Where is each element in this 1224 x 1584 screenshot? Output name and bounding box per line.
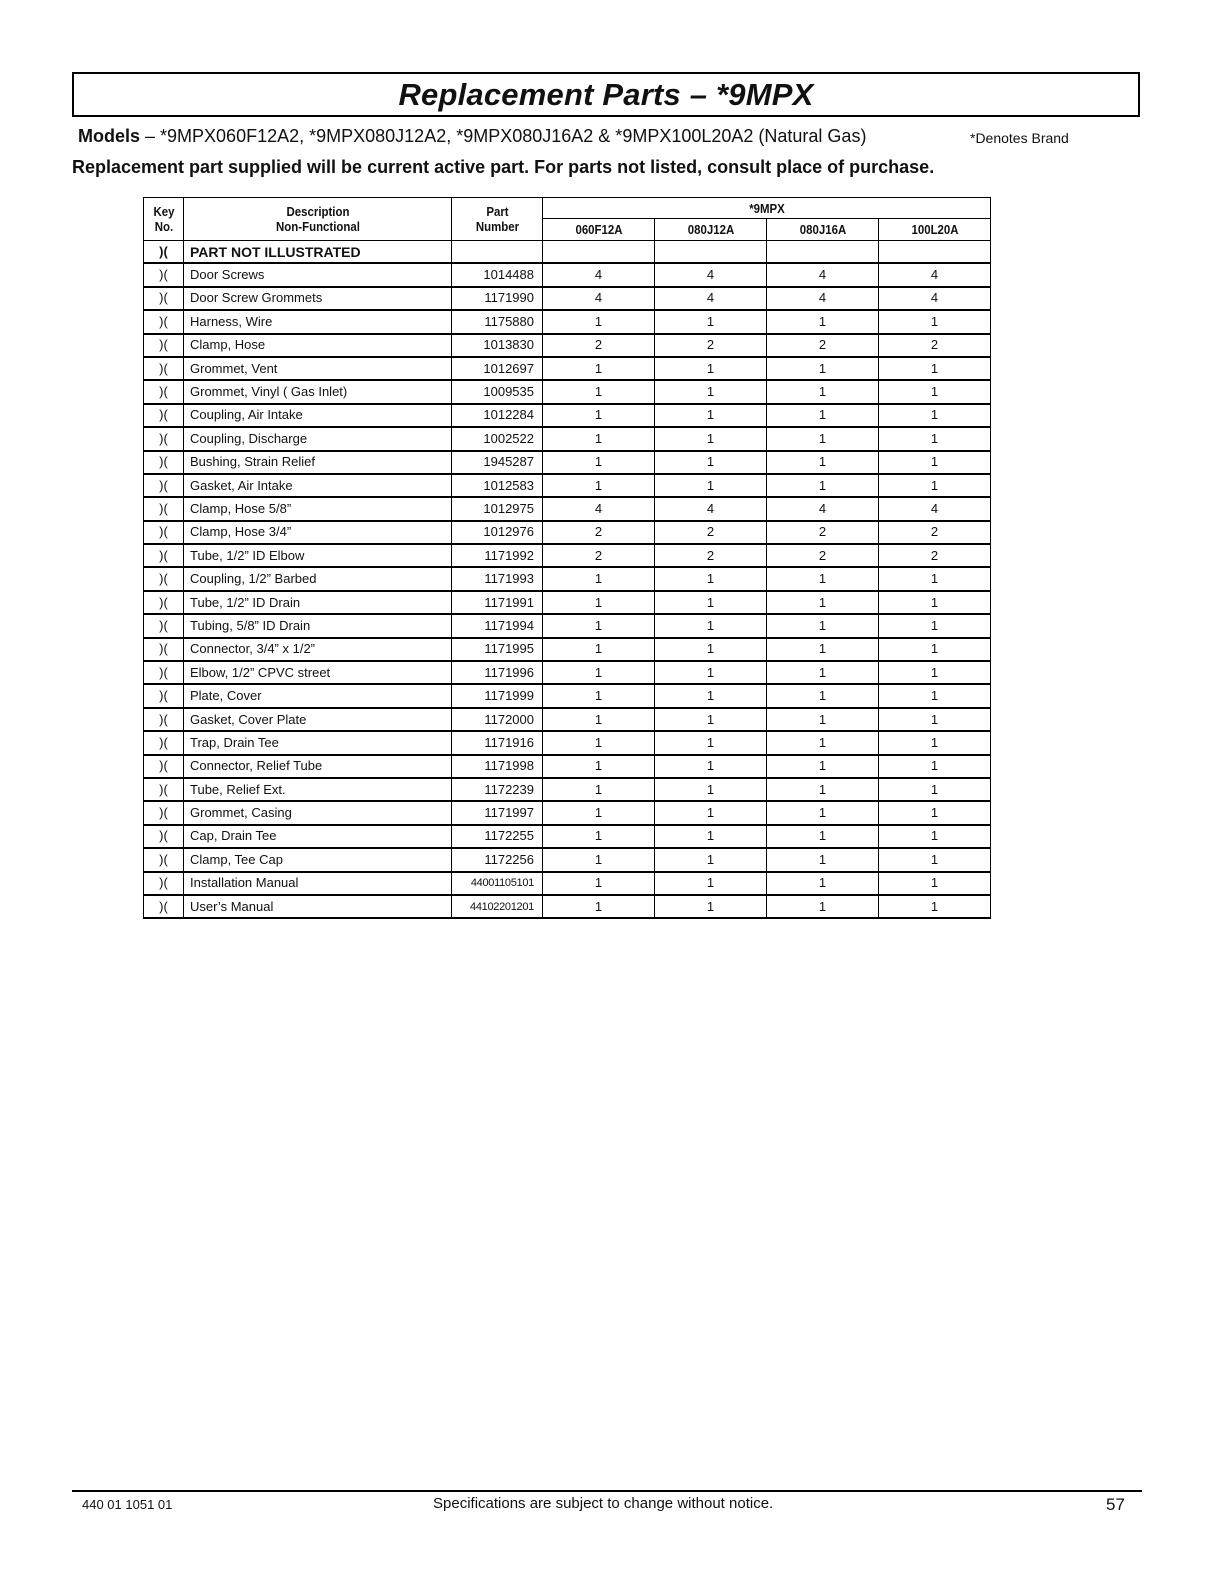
header-model-group: *9MPX bbox=[569, 198, 963, 219]
table-row bbox=[144, 661, 991, 684]
quantity-cell: 1 bbox=[767, 567, 879, 590]
table-row bbox=[144, 778, 991, 801]
header-model: 080J16A bbox=[773, 219, 872, 241]
quantity-cell: 1 bbox=[655, 872, 767, 895]
quantity-cell: 4 bbox=[655, 497, 767, 520]
quantity-cell: 1 bbox=[767, 825, 879, 848]
quantity-cell: 1 bbox=[543, 567, 655, 590]
quantity-cell: 1 bbox=[879, 310, 991, 333]
quantity-cell: 1 bbox=[655, 380, 767, 403]
description-cell: Plate, Cover bbox=[184, 684, 452, 707]
key-cell: )( bbox=[144, 661, 184, 684]
quantity-cell: 1 bbox=[655, 614, 767, 637]
key-cell: )( bbox=[144, 614, 184, 637]
quantity-cell: 1 bbox=[655, 567, 767, 590]
part-number-cell: 1002522 bbox=[452, 427, 543, 450]
part-number-cell: 1012976 bbox=[452, 521, 543, 544]
key-cell: )( bbox=[144, 451, 184, 474]
table-row bbox=[144, 451, 991, 474]
quantity-cell: 4 bbox=[879, 287, 991, 310]
table-row bbox=[144, 638, 991, 661]
quantity-cell: 2 bbox=[767, 334, 879, 357]
quantity-cell: 1 bbox=[879, 380, 991, 403]
table-row bbox=[144, 357, 991, 380]
empty-cell bbox=[879, 241, 991, 264]
quantity-cell: 4 bbox=[655, 263, 767, 286]
part-number-cell: 1012284 bbox=[452, 404, 543, 427]
quantity-cell: 1 bbox=[767, 708, 879, 731]
key-cell: )( bbox=[144, 544, 184, 567]
quantity-cell: 2 bbox=[767, 544, 879, 567]
key-cell: )( bbox=[144, 638, 184, 661]
quantity-cell: 1 bbox=[767, 404, 879, 427]
key-cell: )( bbox=[144, 825, 184, 848]
parts-table bbox=[143, 197, 991, 919]
quantity-cell: 1 bbox=[655, 801, 767, 824]
description-cell: Installation Manual bbox=[184, 872, 452, 895]
table-row bbox=[144, 848, 991, 871]
part-number-cell: 1013830 bbox=[452, 334, 543, 357]
doc-number: 440 01 1051 01 bbox=[82, 1497, 173, 1512]
quantity-cell: 1 bbox=[767, 474, 879, 497]
quantity-cell: 1 bbox=[543, 591, 655, 614]
part-number-cell: 1175880 bbox=[452, 310, 543, 333]
quantity-cell: 2 bbox=[655, 521, 767, 544]
quantity-cell: 1 bbox=[543, 310, 655, 333]
quantity-cell: 1 bbox=[767, 895, 879, 918]
quantity-cell: 1 bbox=[767, 755, 879, 778]
table-row bbox=[144, 801, 991, 824]
description-cell: Trap, Drain Tee bbox=[184, 731, 452, 754]
key-cell: )( bbox=[144, 427, 184, 450]
part-number-cell: 1171996 bbox=[452, 661, 543, 684]
table-row bbox=[144, 872, 991, 895]
quantity-cell: 1 bbox=[879, 404, 991, 427]
quantity-cell: 1 bbox=[543, 895, 655, 918]
quantity-cell: 1 bbox=[655, 310, 767, 333]
quantity-cell: 1 bbox=[655, 895, 767, 918]
quantity-cell: 1 bbox=[879, 731, 991, 754]
quantity-cell: 1 bbox=[767, 591, 879, 614]
quantity-cell: 1 bbox=[767, 380, 879, 403]
quantity-cell: 1 bbox=[655, 848, 767, 871]
description-cell: Grommet, Vinyl ( Gas Inlet) bbox=[184, 380, 452, 403]
quantity-cell: 4 bbox=[879, 263, 991, 286]
table-row bbox=[144, 334, 991, 357]
section-key: )( bbox=[144, 241, 184, 264]
quantity-cell: 1 bbox=[543, 427, 655, 450]
page-number: 57 bbox=[1106, 1495, 1125, 1514]
quantity-cell: 1 bbox=[655, 684, 767, 707]
key-cell: )( bbox=[144, 567, 184, 590]
parts-table-body bbox=[144, 241, 991, 919]
key-cell: )( bbox=[144, 895, 184, 918]
quantity-cell: 1 bbox=[879, 567, 991, 590]
models-text: – *9MPX060F12A2, *9MPX080J12A2, *9MPX080J16A2 & *9MPX100L20A2 (Natural Gas) bbox=[140, 126, 867, 146]
quantity-cell: 1 bbox=[879, 825, 991, 848]
table-row bbox=[144, 755, 991, 778]
part-number-cell: 1171992 bbox=[452, 544, 543, 567]
table-row bbox=[144, 380, 991, 403]
key-cell: )( bbox=[144, 872, 184, 895]
part-number-cell: 1171916 bbox=[452, 731, 543, 754]
quantity-cell: 2 bbox=[879, 334, 991, 357]
description-cell: Cap, Drain Tee bbox=[184, 825, 452, 848]
empty-cell bbox=[767, 241, 879, 264]
part-number-cell: 1171990 bbox=[452, 287, 543, 310]
description-cell: Bushing, Strain Relief bbox=[184, 451, 452, 474]
quantity-cell: 1 bbox=[543, 404, 655, 427]
title-box bbox=[72, 72, 1140, 117]
part-number-cell: 44001105101 bbox=[452, 872, 543, 895]
quantity-cell: 1 bbox=[767, 848, 879, 871]
quantity-cell: 4 bbox=[543, 263, 655, 286]
quantity-cell: 1 bbox=[655, 357, 767, 380]
models-line bbox=[78, 126, 1158, 147]
section-label: PART NOT ILLUSTRATED bbox=[184, 241, 452, 264]
table-row bbox=[144, 708, 991, 731]
key-cell: )( bbox=[144, 334, 184, 357]
part-number-cell: 1171994 bbox=[452, 614, 543, 637]
key-cell: )( bbox=[144, 591, 184, 614]
quantity-cell: 1 bbox=[767, 872, 879, 895]
quantity-cell: 1 bbox=[767, 778, 879, 801]
quantity-cell: 4 bbox=[543, 287, 655, 310]
description-cell: Clamp, Hose 3/4” bbox=[184, 521, 452, 544]
key-cell: )( bbox=[144, 357, 184, 380]
supplied-note: Replacement part supplied will be current active part. For parts not listed, consult place of purchase. bbox=[72, 157, 935, 177]
quantity-cell: 1 bbox=[767, 614, 879, 637]
quantity-cell: 1 bbox=[879, 474, 991, 497]
quantity-cell: 4 bbox=[543, 497, 655, 520]
table-row bbox=[144, 825, 991, 848]
quantity-cell: 2 bbox=[543, 334, 655, 357]
key-cell: )( bbox=[144, 684, 184, 707]
quantity-cell: 1 bbox=[543, 825, 655, 848]
table-row bbox=[144, 404, 991, 427]
quantity-cell: 1 bbox=[655, 638, 767, 661]
quantity-cell: 4 bbox=[767, 497, 879, 520]
quantity-cell: 1 bbox=[767, 801, 879, 824]
quantity-cell: 1 bbox=[879, 451, 991, 474]
quantity-cell: 1 bbox=[879, 872, 991, 895]
key-cell: )( bbox=[144, 708, 184, 731]
brand-note: *Denotes Brand bbox=[970, 130, 1069, 146]
header-model: 100L20A bbox=[885, 219, 984, 241]
part-number-cell: 1172256 bbox=[452, 848, 543, 871]
quantity-cell: 1 bbox=[879, 848, 991, 871]
description-cell: Clamp, Hose bbox=[184, 334, 452, 357]
part-number-cell: 1945287 bbox=[452, 451, 543, 474]
quantity-cell: 1 bbox=[767, 357, 879, 380]
quantity-cell: 1 bbox=[655, 731, 767, 754]
description-cell: Clamp, Tee Cap bbox=[184, 848, 452, 871]
quantity-cell: 1 bbox=[879, 638, 991, 661]
quantity-cell: 1 bbox=[655, 661, 767, 684]
table-row bbox=[144, 591, 991, 614]
quantity-cell: 1 bbox=[543, 801, 655, 824]
quantity-cell: 1 bbox=[543, 848, 655, 871]
quantity-cell: 1 bbox=[767, 661, 879, 684]
quantity-cell: 1 bbox=[543, 684, 655, 707]
table-row bbox=[144, 731, 991, 754]
key-cell: )( bbox=[144, 497, 184, 520]
header-key-line1: Key bbox=[152, 204, 174, 219]
quantity-cell: 4 bbox=[655, 287, 767, 310]
key-cell: )( bbox=[144, 778, 184, 801]
key-cell: )( bbox=[144, 380, 184, 403]
key-cell: )( bbox=[144, 404, 184, 427]
key-cell: )( bbox=[144, 848, 184, 871]
quantity-cell: 1 bbox=[879, 755, 991, 778]
quantity-cell: 1 bbox=[655, 404, 767, 427]
quantity-cell: 2 bbox=[655, 544, 767, 567]
header-model: 080J12A bbox=[661, 219, 760, 241]
key-cell: )( bbox=[144, 287, 184, 310]
quantity-cell: 1 bbox=[543, 778, 655, 801]
quantity-cell: 1 bbox=[879, 778, 991, 801]
table-row bbox=[144, 497, 991, 520]
models-label: Models bbox=[78, 126, 141, 146]
part-number-cell: 1009535 bbox=[452, 380, 543, 403]
description-cell: Gasket, Air Intake bbox=[184, 474, 452, 497]
footer-divider bbox=[72, 1490, 1142, 1492]
key-cell: )( bbox=[144, 310, 184, 333]
table-row bbox=[144, 684, 991, 707]
table-row bbox=[144, 567, 991, 590]
quantity-cell: 1 bbox=[655, 708, 767, 731]
quantity-cell: 1 bbox=[543, 755, 655, 778]
header-part-number bbox=[457, 198, 537, 241]
footer-notice: Specifications are subject to change without notice. bbox=[433, 1495, 774, 1512]
table-row bbox=[144, 544, 991, 567]
quantity-cell: 1 bbox=[767, 427, 879, 450]
part-number-cell: 1171991 bbox=[452, 591, 543, 614]
quantity-cell: 1 bbox=[543, 474, 655, 497]
description-cell: Clamp, Hose 5/8” bbox=[184, 497, 452, 520]
quantity-cell: 4 bbox=[767, 287, 879, 310]
table-row bbox=[144, 263, 991, 286]
quantity-cell: 1 bbox=[879, 591, 991, 614]
description-cell: Coupling, Air Intake bbox=[184, 404, 452, 427]
description-cell: Harness, Wire bbox=[184, 310, 452, 333]
quantity-cell: 2 bbox=[767, 521, 879, 544]
description-cell: Coupling, 1/2” Barbed bbox=[184, 567, 452, 590]
quantity-cell: 1 bbox=[879, 614, 991, 637]
table-row bbox=[144, 521, 991, 544]
quantity-cell: 1 bbox=[655, 591, 767, 614]
quantity-cell: 1 bbox=[543, 661, 655, 684]
quantity-cell: 1 bbox=[655, 755, 767, 778]
key-cell: )( bbox=[144, 474, 184, 497]
quantity-cell: 1 bbox=[767, 731, 879, 754]
quantity-cell: 1 bbox=[655, 778, 767, 801]
part-number-cell: 1172239 bbox=[452, 778, 543, 801]
description-cell: Tubing, 5/8” ID Drain bbox=[184, 614, 452, 637]
part-number-cell: 1172255 bbox=[452, 825, 543, 848]
quantity-cell: 1 bbox=[543, 357, 655, 380]
description-cell: Gasket, Cover Plate bbox=[184, 708, 452, 731]
description-cell: User’s Manual bbox=[184, 895, 452, 918]
header-model: 060F12A bbox=[549, 219, 648, 241]
quantity-cell: 2 bbox=[543, 544, 655, 567]
description-cell: Door Screw Grommets bbox=[184, 287, 452, 310]
part-number-cell: 1171995 bbox=[452, 638, 543, 661]
quantity-cell: 1 bbox=[879, 708, 991, 731]
table-row bbox=[144, 474, 991, 497]
quantity-cell: 1 bbox=[543, 638, 655, 661]
quantity-cell: 4 bbox=[879, 497, 991, 520]
part-number-cell: 1012583 bbox=[452, 474, 543, 497]
description-cell: Tube, 1/2” ID Elbow bbox=[184, 544, 452, 567]
page-title: Replacement Parts – *9MPX bbox=[398, 76, 814, 112]
quantity-cell: 1 bbox=[879, 427, 991, 450]
description-cell: Tube, 1/2” ID Drain bbox=[184, 591, 452, 614]
quantity-cell: 1 bbox=[543, 872, 655, 895]
description-cell: Door Screws bbox=[184, 263, 452, 286]
quantity-cell: 1 bbox=[655, 427, 767, 450]
part-number-cell: 1012697 bbox=[452, 357, 543, 380]
quantity-cell: 4 bbox=[767, 263, 879, 286]
part-number-cell: 1171997 bbox=[452, 801, 543, 824]
quantity-cell: 1 bbox=[879, 661, 991, 684]
description-cell: Grommet, Casing bbox=[184, 801, 452, 824]
quantity-cell: 1 bbox=[543, 380, 655, 403]
quantity-cell: 1 bbox=[543, 731, 655, 754]
table-row bbox=[144, 287, 991, 310]
section-row bbox=[144, 241, 991, 264]
empty-cell bbox=[543, 241, 655, 264]
table-row bbox=[144, 310, 991, 333]
part-number-cell: 1171998 bbox=[452, 755, 543, 778]
key-cell: )( bbox=[144, 755, 184, 778]
table-row bbox=[144, 895, 991, 918]
quantity-cell: 1 bbox=[655, 474, 767, 497]
description-cell: Elbow, 1/2” CPVC street bbox=[184, 661, 452, 684]
quantity-cell: 1 bbox=[543, 614, 655, 637]
key-cell: )( bbox=[144, 801, 184, 824]
quantity-cell: 2 bbox=[655, 334, 767, 357]
quantity-cell: 1 bbox=[879, 895, 991, 918]
quantity-cell: 1 bbox=[767, 684, 879, 707]
header-desc-line2: Non-Functional bbox=[275, 219, 360, 234]
part-number-cell: 1014488 bbox=[452, 263, 543, 286]
header-key-line2: No. bbox=[154, 219, 173, 234]
description-cell: Tube, Relief Ext. bbox=[184, 778, 452, 801]
header-desc-line1: Description bbox=[286, 204, 349, 219]
quantity-cell: 1 bbox=[879, 357, 991, 380]
quantity-cell: 1 bbox=[655, 451, 767, 474]
description-cell: Coupling, Discharge bbox=[184, 427, 452, 450]
part-number-cell: 1171993 bbox=[452, 567, 543, 590]
quantity-cell: 1 bbox=[767, 310, 879, 333]
quantity-cell: 1 bbox=[543, 451, 655, 474]
quantity-cell: 2 bbox=[879, 544, 991, 567]
key-cell: )( bbox=[144, 731, 184, 754]
table-row bbox=[144, 427, 991, 450]
header-key bbox=[146, 198, 181, 241]
quantity-cell: 1 bbox=[655, 825, 767, 848]
part-number-cell: 44102201201 bbox=[452, 895, 543, 918]
quantity-cell: 1 bbox=[767, 638, 879, 661]
part-number-cell: 1172000 bbox=[452, 708, 543, 731]
part-number-cell: 1012975 bbox=[452, 497, 543, 520]
description-cell: Connector, 3/4” x 1/2” bbox=[184, 638, 452, 661]
header-part-line2: Number bbox=[475, 219, 519, 234]
quantity-cell: 2 bbox=[543, 521, 655, 544]
quantity-cell: 1 bbox=[543, 708, 655, 731]
quantity-cell: 1 bbox=[879, 684, 991, 707]
quantity-cell: 1 bbox=[879, 801, 991, 824]
header-description bbox=[200, 198, 436, 241]
description-cell: Grommet, Vent bbox=[184, 357, 452, 380]
table-row bbox=[144, 614, 991, 637]
key-cell: )( bbox=[144, 263, 184, 286]
quantity-cell: 1 bbox=[767, 451, 879, 474]
description-cell: Connector, Relief Tube bbox=[184, 755, 452, 778]
key-cell: )( bbox=[144, 521, 184, 544]
empty-cell bbox=[452, 241, 543, 264]
quantity-cell: 2 bbox=[879, 521, 991, 544]
part-number-cell: 1171999 bbox=[452, 684, 543, 707]
header-part-line1: Part bbox=[485, 204, 509, 219]
empty-cell bbox=[655, 241, 767, 264]
